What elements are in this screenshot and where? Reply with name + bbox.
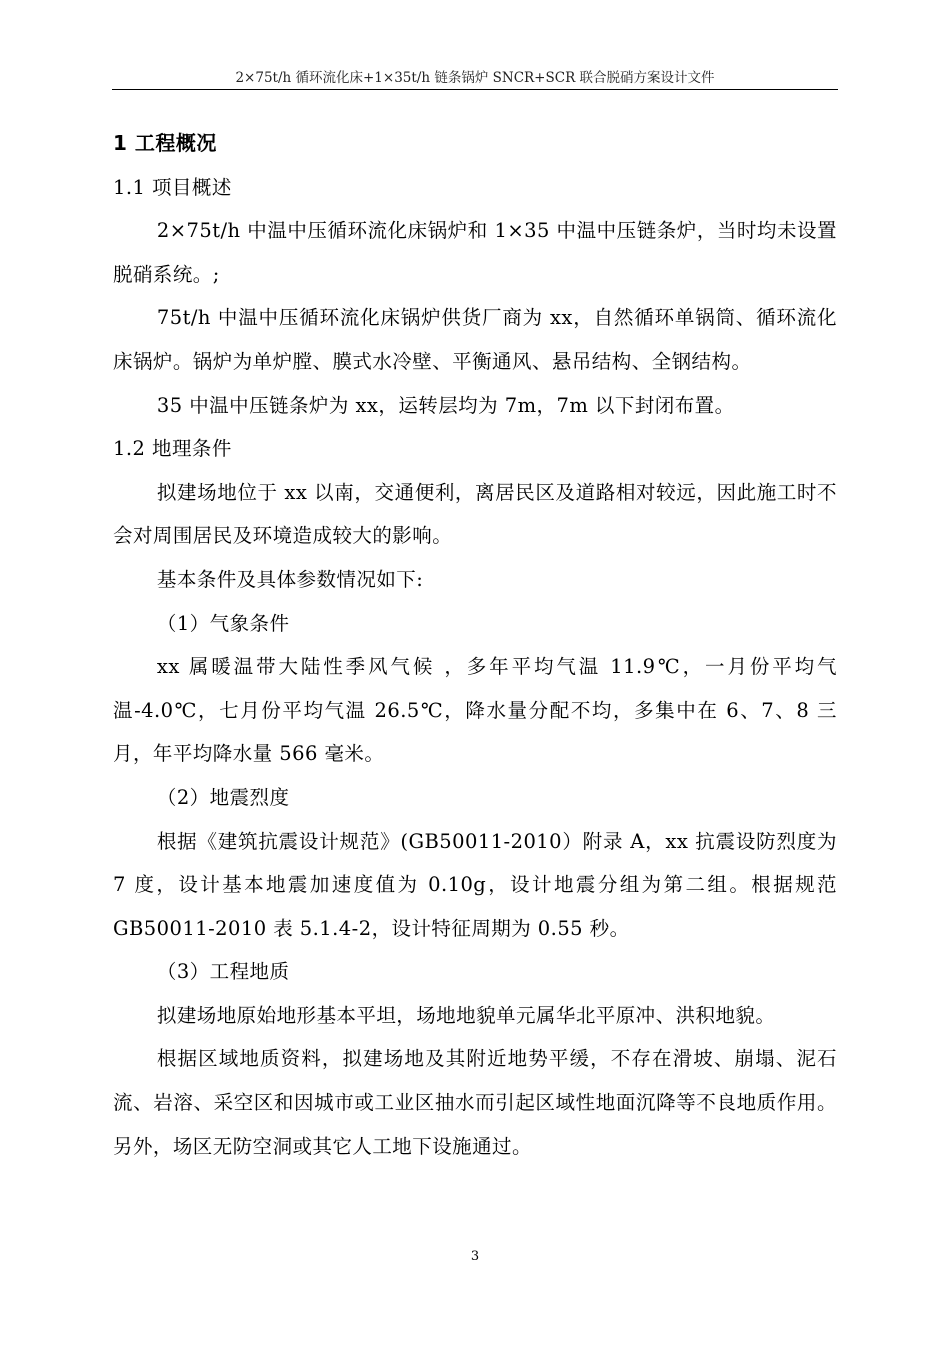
paragraph: 2×75t/h 中温中压循环流化床锅炉和 1×35 中温中压链条炉，当时均未设置脱硝系统。; [113, 219, 837, 286]
subsection-heading-project-overview: 1.1 项目概述 [113, 175, 232, 199]
running-header: 2×75t/h 循环流化床+1×35t/h 链条锅炉 SNCR+SCR 联合脱硝方案设计文件 [235, 70, 715, 86]
paragraph: 基本条件及具体参数情况如下: [156, 567, 424, 591]
paragraph: 根据区域地质资料，拟建场地及其附近地势平缓，不存在滑坡、崩塌、泥石流、岩溶、采空区和因城市或工业区抽水而引起区域性地面沉降等不良地质作用。另外，场区无防空洞或其它人工地下设施通过。 [113, 1047, 837, 1158]
header-divider [112, 89, 838, 90]
item-heading-climate: （1）气象条件 [156, 611, 290, 635]
page-number: 3 [470, 1249, 480, 1264]
section-heading: 1 工程概况 [113, 131, 217, 155]
paragraph: 35 中温中压链条炉为 xx，运转层均为 7m，7m 以下封闭布置。 [156, 393, 735, 417]
paragraph: 拟建场地位于 xx 以南，交通便利，离居民区及道路相对较远，因此施工时不会对周围居民及环境造成较大的影响。 [113, 480, 837, 548]
paragraph: 根据《建筑抗震设计规范》(GB50011-2010）附录 A，xx 抗震设防烈度为 7 度，设计基本地震加速度值为 0.10g，设计地震分组为第二组。根据规范 GB50011-2010 表 5.1.4-2，设计特征周期为 0.55 秒。 [113, 829, 837, 940]
paragraph: xx 属暖温带大陆性季风气候 ，多年平均气温 11.9℃，一月份平均气温-4.0℃，七月份平均气温 26.5℃，降水量分配不均，多集中在 6、7、8 三月，年平均降水量 566 毫米。 [113, 655, 837, 766]
paragraph: 拟建场地原始地形基本平坦，场地地貌单元属华北平原冲、洪积地貌。 [156, 1003, 776, 1027]
subsection-heading-geographic-conditions: 1.2 地理条件 [113, 437, 232, 461]
paragraph: 75t/h 中温中压循环流化床锅炉供货厂商为 xx，自然循环单锅筒、循环流化床锅炉。锅炉为单炉膛、膜式水冷壁、平衡通风、悬吊结构、全钢结构。 [113, 306, 837, 373]
item-heading-seismic-intensity: （2）地震烈度 [156, 785, 290, 809]
item-heading-engineering-geology: （3）工程地质 [156, 960, 290, 984]
document-body [113, 122, 837, 1168]
